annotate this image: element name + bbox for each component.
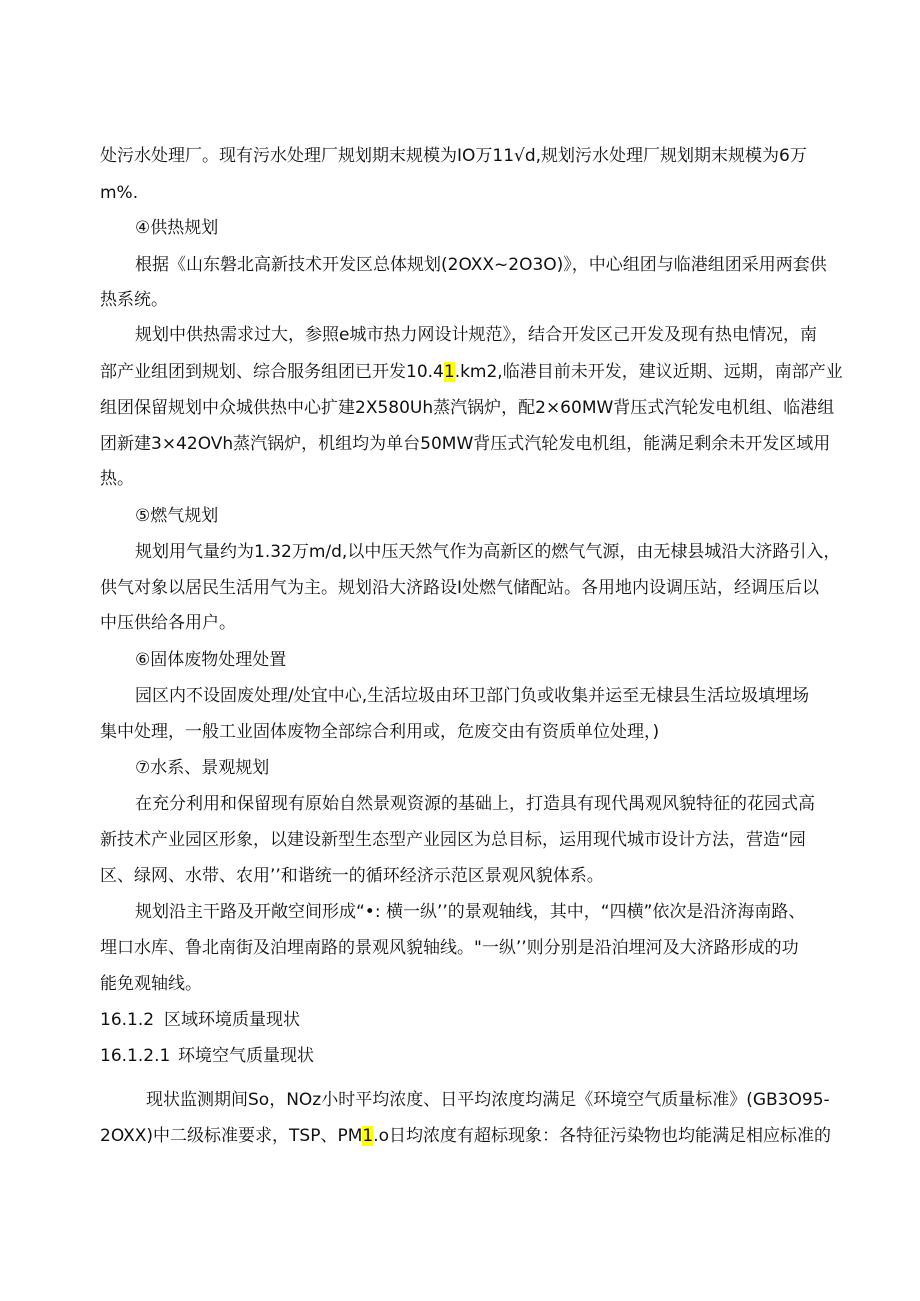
text-line: 规划沿主干路及开敞空间形成“•: 横一纵’’的景观轴线，其中，“四横”依次是沿济海南路、 bbox=[135, 902, 806, 922]
heading-text: 区域环境质量现状 bbox=[164, 1010, 300, 1030]
text-line: 新技术产业园区形象，以建设新型生态型产业园区为总目标，运用现代城市设计方法，营造“园 bbox=[100, 830, 806, 850]
text-line: 区、绿网、水带、农用’’和谐统一的循环经济示范区景观风貌体系。 bbox=[100, 866, 604, 886]
heading-number: 16.1.2 bbox=[100, 1010, 155, 1030]
text-line: 园区内不设固废处理/处宜中心,生活垃圾由环卫部门负或收集并运至无棣县生活垃圾填埋场 bbox=[135, 686, 810, 706]
text-line: m%. bbox=[100, 183, 139, 203]
text-segment: .o日均浓度有超标现象：各特征污染物也均能满足相应标准的 bbox=[373, 1126, 832, 1146]
text-line: 埋口水库、鲁北南街及泊埋南路的景观风貌轴线。"一纵’’则分别是沿泊埋河及大济路形成的功 bbox=[100, 938, 799, 958]
text-line: 规划中供热需求过大，参照e城市热力网设计规范》，结合开发区己开发及现有热电情况，南 bbox=[135, 325, 817, 345]
section-title-solid-waste: ⑥固体废物处理处置 bbox=[135, 650, 287, 670]
text-line: 能免观轴线。 bbox=[100, 974, 202, 994]
highlight-mark: 1 bbox=[362, 1126, 374, 1146]
section-title-landscape: ⑦水系、景观规划 bbox=[135, 758, 270, 778]
text-segment: .km2,临港目前未开发，建议近期、远期，南部产业 bbox=[454, 362, 843, 382]
heading-text: 环境空气质量现状 bbox=[178, 1046, 314, 1066]
text-line: 根据《山东磐北高新技术开发区总体规划(2OXX~2O3O)》，中心组团与临港组团采用两套供 bbox=[135, 255, 827, 275]
heading-16-1-2 bbox=[100, 1008, 300, 1032]
text-line: 中压供给各用户。 bbox=[100, 613, 236, 633]
text-line-highlighted bbox=[100, 360, 843, 384]
section-title-gas: ⑤燃气规划 bbox=[135, 506, 219, 526]
heading-16-1-2-1 bbox=[100, 1044, 314, 1068]
text-line: 处污水处理厂。现有污水处理厂规划期末规模为IO万11√d,规划污水处理厂规划期末规模为6万 bbox=[100, 146, 807, 166]
text-line: 供气对象以居民生活用气为主。规划沿大济路设I处燃气储配站。各用地内设调压站，经调压后以 bbox=[100, 578, 820, 598]
text-segment: 部产业组团到规划、综合服务组团已开发10.4 bbox=[100, 362, 444, 382]
text-line: 集中处理，一般工业固体废物全部综合利用或，危废交由有资质单位处理，) bbox=[100, 722, 660, 742]
text-line: 热系统。 bbox=[100, 290, 168, 310]
section-title-heating: ④供热规划 bbox=[135, 218, 219, 238]
text-line: 热。 bbox=[100, 469, 134, 489]
text-line: 规划用气量约为1.32万m∕d,以中压天然气作为高新区的燃气气源，由无棣县城沿大济路引入， bbox=[135, 542, 841, 562]
text-line: 在充分利用和保留现有原始自然景观资源的基础上，打造具有现代禺观风貌特征的花园式高 bbox=[135, 794, 815, 814]
text-line: 团新建3×42OVh蒸汽锅炉，机组均为单台50MW背压式汽轮发电机组，能满足剩余未开发区域用 bbox=[100, 434, 831, 454]
text-line-highlighted bbox=[100, 1124, 831, 1148]
text-segment: 2OXX)中二级标准要求，TSP、PM bbox=[100, 1126, 363, 1146]
text-line: 现状监测期间So，NOz小时平均浓度、日平均浓度均满足《环境空气质量标准》(GB3O95- bbox=[146, 1090, 830, 1110]
text-line: 组团保留规划中众城供热中心扩建2X580Uh蒸汽锅炉，配2×60MW背压式汽轮发电机组、临港组 bbox=[100, 398, 835, 418]
heading-number: 16.1.2.1 bbox=[100, 1046, 171, 1066]
highlight-mark: 1 bbox=[443, 362, 455, 382]
